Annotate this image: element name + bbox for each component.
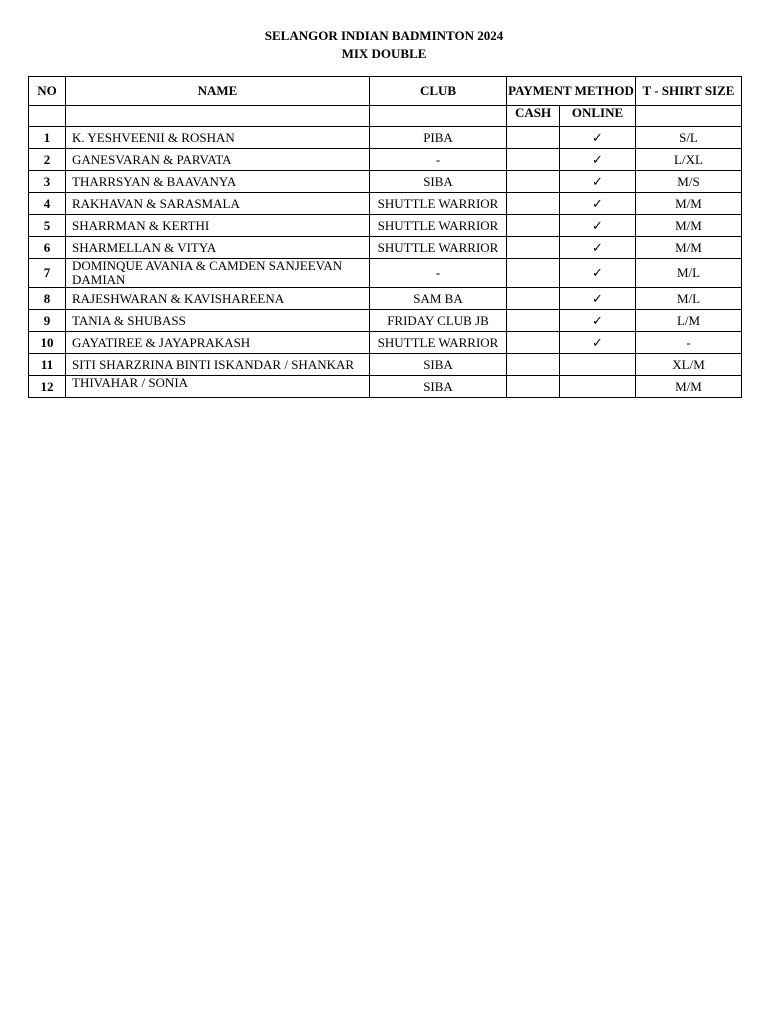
cash-cell bbox=[507, 149, 560, 171]
row-number: 11 bbox=[29, 354, 66, 376]
row-number: 6 bbox=[29, 237, 66, 259]
row-number: 4 bbox=[29, 193, 66, 215]
club-name: SHUTTLE WARRIOR bbox=[370, 332, 507, 354]
cash-cell bbox=[507, 171, 560, 193]
header-club: CLUB bbox=[370, 77, 507, 106]
online-check-icon: ✓ bbox=[560, 215, 636, 237]
club-name: SIBA bbox=[370, 354, 507, 376]
row-number: 9 bbox=[29, 310, 66, 332]
tshirt-size: M/M bbox=[636, 237, 742, 259]
club-name: - bbox=[370, 259, 507, 288]
cash-cell bbox=[507, 332, 560, 354]
pair-name: THIVAHAR / SONIA bbox=[66, 376, 370, 398]
table-header-row bbox=[29, 77, 742, 106]
header-no: NO bbox=[29, 77, 66, 106]
row-number: 5 bbox=[29, 215, 66, 237]
document-subtitle: MIX DOUBLE bbox=[341, 46, 427, 61]
table-row bbox=[29, 215, 742, 237]
header-tshirt-size: T - SHIRT SIZE bbox=[636, 77, 742, 106]
row-number: 8 bbox=[29, 288, 66, 310]
cash-cell bbox=[507, 288, 560, 310]
table-row bbox=[29, 310, 742, 332]
online-cell bbox=[560, 354, 636, 376]
club-name: SHUTTLE WARRIOR bbox=[370, 237, 507, 259]
club-name: SAM BA bbox=[370, 288, 507, 310]
club-name: SHUTTLE WARRIOR bbox=[370, 215, 507, 237]
cash-cell bbox=[507, 193, 560, 215]
online-check-icon: ✓ bbox=[560, 127, 636, 149]
row-number: 3 bbox=[29, 171, 66, 193]
club-name: SIBA bbox=[370, 376, 507, 398]
row-number: 1 bbox=[29, 127, 66, 149]
pair-name: GANESVARAN & PARVATA bbox=[66, 149, 370, 171]
table-row bbox=[29, 193, 742, 215]
table-row bbox=[29, 354, 742, 376]
document-title: SELANGOR INDIAN BADMINTON 2024 bbox=[264, 28, 504, 43]
tshirt-size: L/M bbox=[636, 310, 742, 332]
club-name: SIBA bbox=[370, 171, 507, 193]
pair-name: DOMINQUE AVANIA & CAMDEN SANJEEVAN DAMIAN bbox=[66, 259, 370, 288]
row-number: 7 bbox=[29, 259, 66, 288]
tshirt-size: XL/M bbox=[636, 354, 742, 376]
table-row bbox=[29, 288, 742, 310]
tshirt-size: M/M bbox=[636, 193, 742, 215]
online-check-icon: ✓ bbox=[560, 288, 636, 310]
cash-cell bbox=[507, 127, 560, 149]
club-name: FRIDAY CLUB JB bbox=[370, 310, 507, 332]
pair-name: SHARRMAN & KERTHI bbox=[66, 215, 370, 237]
table-subheader-row bbox=[29, 106, 742, 127]
tshirt-size: M/M bbox=[636, 215, 742, 237]
cash-cell bbox=[507, 376, 560, 398]
online-check-icon: ✓ bbox=[560, 237, 636, 259]
header-online: ONLINE bbox=[560, 106, 636, 127]
cash-cell bbox=[507, 354, 560, 376]
pair-name: THARRSYAN & BAAVANYA bbox=[66, 171, 370, 193]
pair-name: TANIA & SHUBASS bbox=[66, 310, 370, 332]
subheader-empty-cell bbox=[29, 106, 66, 127]
table-row bbox=[29, 259, 742, 288]
header-cash: CASH bbox=[507, 106, 560, 127]
table-row bbox=[29, 237, 742, 259]
registration-table bbox=[28, 76, 742, 398]
pair-name: K. YESHVEENII & ROSHAN bbox=[66, 127, 370, 149]
tshirt-size: M/L bbox=[636, 259, 742, 288]
table-row bbox=[29, 376, 742, 398]
online-check-icon: ✓ bbox=[560, 332, 636, 354]
subheader-empty-cell bbox=[636, 106, 742, 127]
cash-cell bbox=[507, 237, 560, 259]
table-row bbox=[29, 171, 742, 193]
club-name: - bbox=[370, 149, 507, 171]
online-cell bbox=[560, 376, 636, 398]
club-name: SHUTTLE WARRIOR bbox=[370, 193, 507, 215]
cash-cell bbox=[507, 259, 560, 288]
row-number: 12 bbox=[29, 376, 66, 398]
pair-name: SHARMELLAN & VITYA bbox=[66, 237, 370, 259]
online-check-icon: ✓ bbox=[560, 193, 636, 215]
cash-cell bbox=[507, 215, 560, 237]
tshirt-size: M/S bbox=[636, 171, 742, 193]
tshirt-size: S/L bbox=[636, 127, 742, 149]
table-row bbox=[29, 127, 742, 149]
subheader-empty-cell bbox=[66, 106, 370, 127]
table-row bbox=[29, 149, 742, 171]
club-name: PIBA bbox=[370, 127, 507, 149]
subheader-empty-cell bbox=[370, 106, 507, 127]
online-check-icon: ✓ bbox=[560, 171, 636, 193]
row-number: 2 bbox=[29, 149, 66, 171]
tshirt-size: L/XL bbox=[636, 149, 742, 171]
pair-name: GAYATIREE & JAYAPRAKASH bbox=[66, 332, 370, 354]
pair-name: RAJESHWARAN & KAVISHAREENA bbox=[66, 288, 370, 310]
tshirt-size: M/L bbox=[636, 288, 742, 310]
header-name: NAME bbox=[66, 77, 370, 106]
online-check-icon: ✓ bbox=[560, 259, 636, 288]
tshirt-size: M/M bbox=[636, 376, 742, 398]
header-payment-method: PAYMENT METHOD bbox=[507, 77, 636, 106]
cash-cell bbox=[507, 310, 560, 332]
table-row bbox=[29, 332, 742, 354]
row-number: 10 bbox=[29, 332, 66, 354]
pair-name: RAKHAVAN & SARASMALA bbox=[66, 193, 370, 215]
online-check-icon: ✓ bbox=[560, 149, 636, 171]
tshirt-size: - bbox=[636, 332, 742, 354]
pair-name: SITI SHARZRINA BINTI ISKANDAR / SHANKAR bbox=[66, 354, 370, 376]
online-check-icon: ✓ bbox=[560, 310, 636, 332]
